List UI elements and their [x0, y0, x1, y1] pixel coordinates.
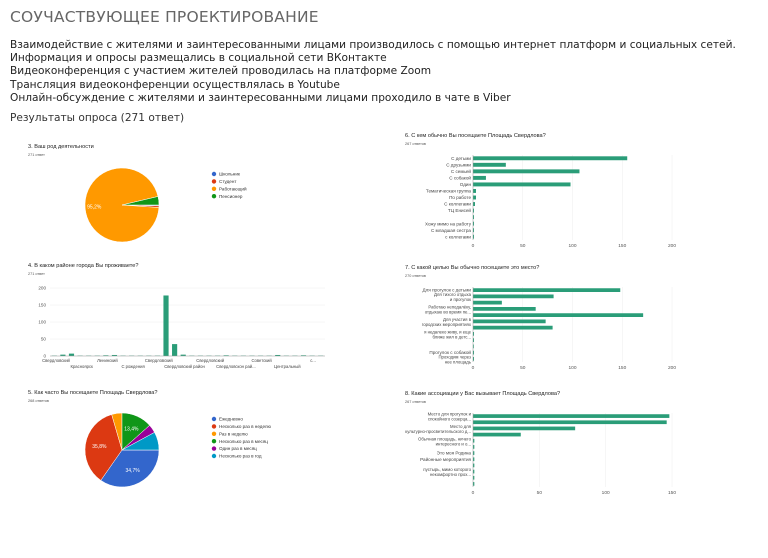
- x-tick-label: 50: [520, 244, 526, 249]
- bar: [473, 196, 476, 200]
- x-tick-label: Свердловскон рай...: [216, 364, 256, 369]
- bar-label: Место для прогулок и спокойного созерца...: [427, 411, 471, 422]
- x-tick-label: с...: [310, 358, 316, 363]
- x-tick-label: Свердловский район: [164, 364, 205, 369]
- bar: [473, 202, 475, 206]
- chart-subtitle: 267 ответов: [405, 142, 426, 146]
- bar-label: с коллегами: [445, 234, 471, 240]
- chart-subtitle: 271 ответ: [28, 272, 45, 276]
- y-tick-label: 200: [38, 285, 46, 291]
- results-label: Результаты опроса (271 ответ): [10, 112, 185, 124]
- legend-swatch: [212, 187, 216, 191]
- chart-subtitle: 270 ответов: [405, 274, 426, 278]
- bar-label: С друзьями: [446, 162, 471, 168]
- chart-q8: [405, 391, 676, 496]
- x-tick-label: 50: [520, 366, 526, 371]
- x-tick-label: 0: [471, 491, 475, 496]
- bar-label: Для тихого отдыха и прогулок: [433, 291, 471, 302]
- bar: [473, 307, 536, 311]
- legend-label: Пенсионер: [219, 193, 243, 199]
- legend-label: Работающий: [219, 186, 247, 192]
- bar-label: Прогулок с собакой: [429, 350, 471, 356]
- chart-title: 6. С кем обычно Вы посещаете Площадь Свердлова?: [405, 133, 546, 139]
- intro-line: Информация и опросы размещались в социальной сети ВКонтакте: [10, 52, 387, 65]
- legend-label: Несколько раз в месяц: [219, 438, 268, 444]
- bar: [473, 320, 546, 324]
- bar-label: Тематическая группа: [425, 188, 471, 194]
- bar: [473, 288, 620, 292]
- chart-subtitle: 267 ответов: [405, 400, 426, 404]
- bar: [473, 313, 643, 317]
- legend-label: Студент: [219, 179, 237, 184]
- chart-title: 7. С какой целью Вы обычно посещаете это место?: [405, 265, 540, 271]
- x-tick-label: 100: [568, 244, 577, 249]
- chart-title: 5. Как часто Вы посещаете Площадь Свердлова?: [28, 390, 158, 396]
- legend-swatch: [212, 172, 216, 176]
- chart-subtitle: 271 ответ: [28, 153, 45, 157]
- bar-label: Для участия в городских мероприятиях: [421, 316, 471, 327]
- chart-title: 4. В каком районе города Вы проживаете?: [28, 263, 139, 269]
- legend-swatch: [212, 424, 216, 428]
- slice-label: 34,7%: [125, 467, 140, 474]
- bar-label: С семьей: [450, 168, 471, 174]
- x-tick-label: 200: [667, 366, 677, 371]
- x-tick-label: 150: [618, 244, 627, 249]
- bar-label: С младшая сестра: [430, 227, 471, 233]
- y-tick-label: 0: [43, 353, 46, 359]
- chart-q7: [405, 264, 676, 371]
- legend-swatch: [212, 446, 216, 450]
- x-tick-label: 0: [471, 244, 475, 249]
- bar-label: С детьми: [451, 155, 471, 161]
- legend-label: Ежедневно: [219, 416, 243, 422]
- bar: [473, 176, 486, 180]
- x-tick-label: Советский: [251, 358, 272, 363]
- slice-label: 35,8%: [92, 443, 107, 450]
- intro-line: Онлайн-обсуждение с жителями и заинтересованными лицами проходило в чате в Viber: [10, 91, 511, 104]
- y-tick-label: 100: [38, 319, 46, 325]
- legend-swatch: [212, 439, 216, 443]
- bar: [473, 414, 669, 418]
- legend-swatch: [212, 179, 216, 183]
- intro-line: Видеоконференция с участием жителей проводилась на платформе Zoom: [10, 65, 432, 78]
- bar: [473, 169, 579, 173]
- bar: [473, 189, 476, 193]
- bar: [473, 301, 502, 305]
- x-tick-label: Свердловский: [144, 358, 173, 363]
- bar: [69, 354, 74, 356]
- x-tick-label: 150: [618, 366, 627, 371]
- chart-q3: [28, 144, 247, 242]
- legend-label: Школьник: [219, 171, 240, 177]
- legend-swatch: [212, 432, 216, 436]
- x-tick-label: 100: [601, 491, 610, 496]
- chart-q6: [405, 133, 676, 249]
- bar: [473, 326, 553, 330]
- legend-label: Несколько раз в неделю: [219, 424, 272, 429]
- intro-line: Трансляция видеоконференции осуществлялась в Youtube: [10, 78, 340, 91]
- bar-label: С коллегами: [444, 201, 471, 207]
- slice-label: 13,4%: [124, 426, 139, 433]
- bar-label: Место для культурно-просветительского д...: [405, 423, 471, 434]
- x-tick-label: Красноярск: [70, 364, 93, 369]
- x-tick-label: Центральный: [274, 364, 301, 369]
- bar-label: ТЦ Енисей: [447, 208, 471, 214]
- chart-title: 3. Ваш род деятельности: [28, 144, 94, 150]
- bar-label: Проходим через нее площадь: [438, 354, 471, 365]
- page-title: СОУЧАСТВУЮЩЕЕ ПРОЕКТИРОВАНИЕ: [10, 8, 319, 26]
- legend-label: Один раз в месяц: [219, 446, 257, 452]
- bar: [172, 344, 177, 356]
- bar-label: С собакой: [449, 175, 471, 181]
- legend-swatch: [212, 454, 216, 458]
- x-tick-label: 150: [667, 491, 677, 496]
- x-tick-label: 50: [536, 491, 543, 496]
- bar: [473, 163, 506, 167]
- legend-swatch: [212, 417, 216, 421]
- bar: [473, 156, 627, 160]
- bar: [473, 420, 667, 424]
- x-tick-label: С рождения: [121, 364, 145, 369]
- bar-label: Работаю неподалёку, отдыхаю во время пе...: [424, 304, 471, 315]
- bar: [473, 182, 571, 186]
- y-tick-label: 150: [38, 302, 46, 308]
- y-tick-label: 50: [40, 336, 46, 342]
- x-tick-label: 200: [667, 244, 677, 249]
- x-tick-label: 0: [471, 366, 475, 371]
- bar-label: По работе: [449, 195, 471, 201]
- chart-q5: [28, 390, 272, 487]
- bar-label: Хожу мимо на работу: [425, 221, 471, 227]
- bar: [473, 427, 575, 431]
- x-tick-label: Свердловский: [42, 358, 70, 363]
- intro-line: Взаимодействие с жителями и заинтересованными лицами производилось с помощью интернет платформ и социальных сетей.: [10, 39, 736, 51]
- chart-q4: [28, 262, 325, 369]
- chart-subtitle: 268 ответов: [28, 399, 49, 403]
- bar: [163, 295, 168, 356]
- bar-label: пустырь, мимо которого некомфортно прох...: [423, 467, 471, 478]
- x-tick-label: Ленинский: [97, 358, 118, 363]
- bar-label: Обычная площадь, ничего интересного и о...: [417, 436, 471, 447]
- bar-label: Районные мероприятия: [420, 456, 471, 462]
- bar: [473, 295, 554, 299]
- x-tick-label: Свердловский: [196, 358, 225, 363]
- legend-label: Несколько раз в год: [219, 453, 262, 459]
- bar-label: Это моя Родина: [436, 450, 471, 456]
- chart-title: 8. Какие ассоциации у Вас вызывает Площадь Свердлова?: [405, 391, 561, 397]
- slice-label: 95,2%: [87, 204, 102, 211]
- bar-label: Один: [459, 182, 471, 188]
- bar: [473, 433, 521, 437]
- x-tick-label: 100: [568, 366, 577, 371]
- bar-label: я недалеко живу, и еще ближе жил в детс...: [424, 329, 471, 340]
- legend-label: Раз в неделю: [219, 431, 248, 437]
- bar-label: Для прогулок с детьми: [422, 287, 471, 293]
- legend-swatch: [212, 194, 216, 198]
